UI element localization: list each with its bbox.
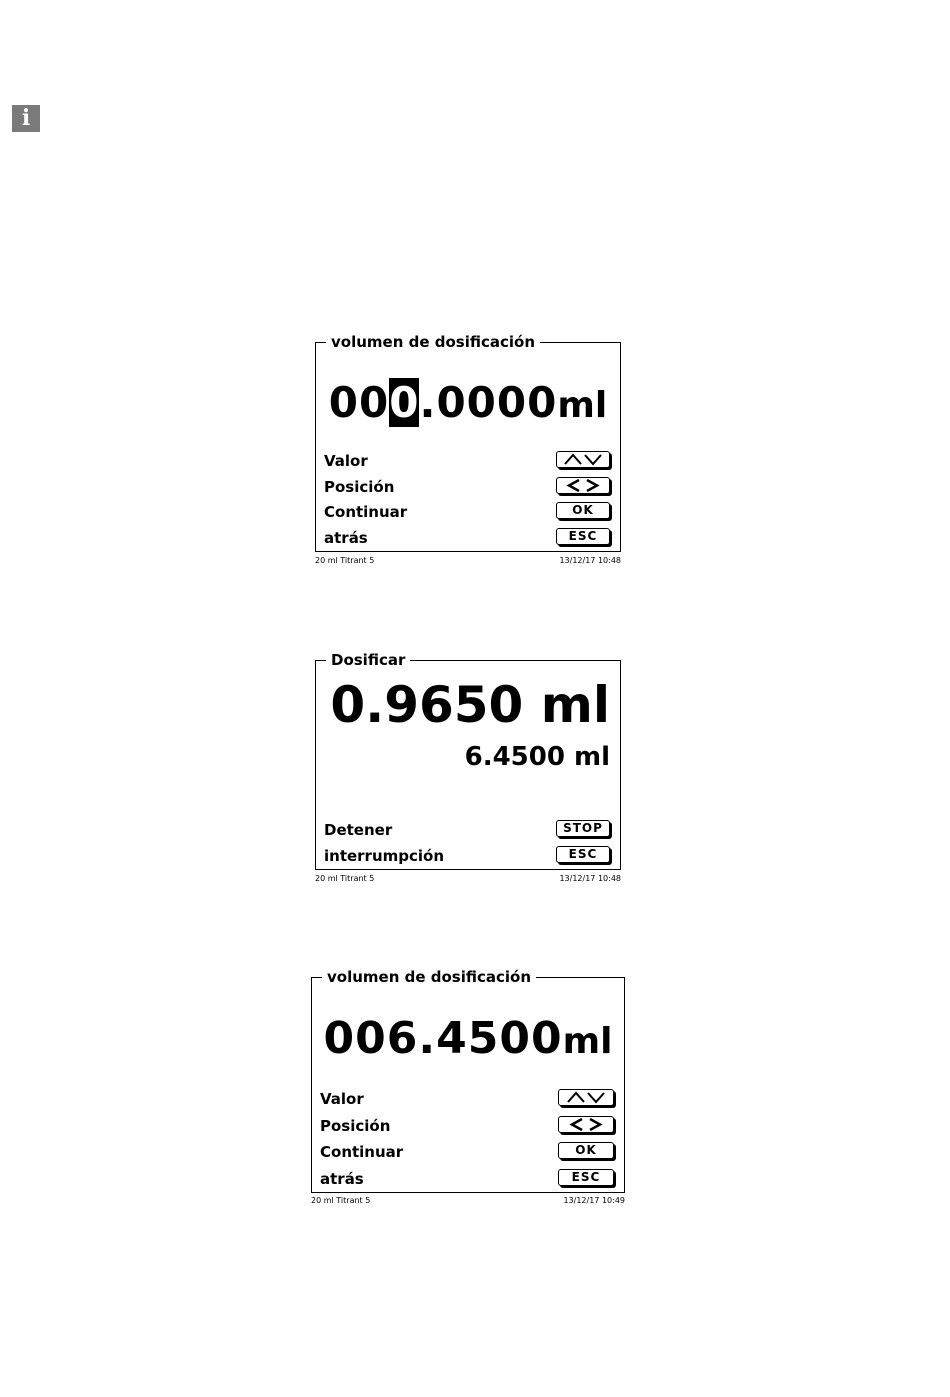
row-continuar bbox=[324, 501, 610, 523]
dosing-volume-screen-2 bbox=[311, 968, 625, 1209]
esc-key-button[interactable]: ESC bbox=[556, 528, 610, 545]
row-posicion bbox=[320, 1115, 614, 1137]
left-right-key-button[interactable] bbox=[556, 477, 610, 494]
left-right-arrows-icon bbox=[564, 1118, 608, 1131]
status-datetime: 13/12/17 10:49 bbox=[563, 1196, 625, 1205]
row-label: Posición bbox=[320, 1117, 391, 1135]
row-atras bbox=[320, 1168, 614, 1190]
left-right-key-button[interactable] bbox=[558, 1116, 614, 1133]
up-down-key-button[interactable] bbox=[558, 1089, 614, 1106]
row-posicion bbox=[324, 476, 610, 498]
value-digits-after-cursor: .0000 bbox=[419, 378, 558, 427]
up-down-key-button[interactable] bbox=[556, 451, 610, 468]
value-unit: ml bbox=[562, 1021, 613, 1062]
dosed-volume-value: 0.9650 ml bbox=[330, 676, 610, 734]
status-datetime: 13/12/17 10:48 bbox=[559, 874, 621, 883]
screen-title: Dosificar bbox=[326, 650, 410, 670]
row-label: Valor bbox=[324, 452, 368, 470]
row-valor bbox=[320, 1088, 614, 1110]
total-volume-value: 6.4500 ml bbox=[464, 742, 610, 772]
row-detener bbox=[324, 819, 610, 841]
screen-frame bbox=[311, 968, 625, 1193]
row-label: Posición bbox=[324, 478, 395, 496]
row-valor bbox=[324, 450, 610, 472]
screen-frame bbox=[315, 333, 621, 552]
screen-title: volumen de dosificación bbox=[326, 332, 540, 352]
row-atras bbox=[324, 527, 610, 549]
row-label: atrás bbox=[324, 529, 368, 547]
ok-key-button[interactable]: OK bbox=[558, 1142, 614, 1159]
left-right-arrows-icon bbox=[561, 479, 605, 492]
row-label: Continuar bbox=[324, 503, 408, 521]
esc-key-button[interactable]: ESC bbox=[558, 1169, 614, 1186]
info-icon: i bbox=[12, 105, 40, 132]
dosing-volume-screen-1 bbox=[315, 333, 621, 572]
row-label: Continuar bbox=[320, 1143, 404, 1161]
screen-title: volumen de dosificación bbox=[322, 967, 536, 987]
up-down-arrows-icon bbox=[564, 1091, 608, 1104]
row-label: Detener bbox=[324, 821, 393, 839]
status-instrument: 20 ml Titrant 5 bbox=[311, 1196, 371, 1205]
value-unit: ml bbox=[557, 385, 608, 426]
row-label: atrás bbox=[320, 1170, 364, 1188]
row-label: Valor bbox=[320, 1090, 364, 1108]
volume-value-editor[interactable] bbox=[316, 379, 620, 430]
value-cursor-digit[interactable]: 0 bbox=[389, 378, 420, 427]
dosing-screen bbox=[315, 651, 621, 890]
row-interrumpcion bbox=[324, 845, 610, 867]
value-digits-before-cursor: 00 bbox=[328, 378, 390, 427]
value-digits: 006.4500 bbox=[323, 1013, 563, 1064]
stop-key-button[interactable]: STOP bbox=[556, 820, 610, 837]
volume-value-editor[interactable] bbox=[312, 1014, 624, 1067]
screen-frame bbox=[315, 651, 621, 870]
ok-key-button[interactable]: OK bbox=[556, 502, 610, 519]
status-datetime: 13/12/17 10:48 bbox=[559, 556, 621, 565]
esc-key-button[interactable]: ESC bbox=[556, 846, 610, 863]
row-continuar bbox=[320, 1141, 614, 1163]
up-down-arrows-icon bbox=[561, 453, 605, 466]
row-label: interrumpción bbox=[324, 847, 445, 865]
status-instrument: 20 ml Titrant 5 bbox=[315, 874, 375, 883]
status-instrument: 20 ml Titrant 5 bbox=[315, 556, 375, 565]
